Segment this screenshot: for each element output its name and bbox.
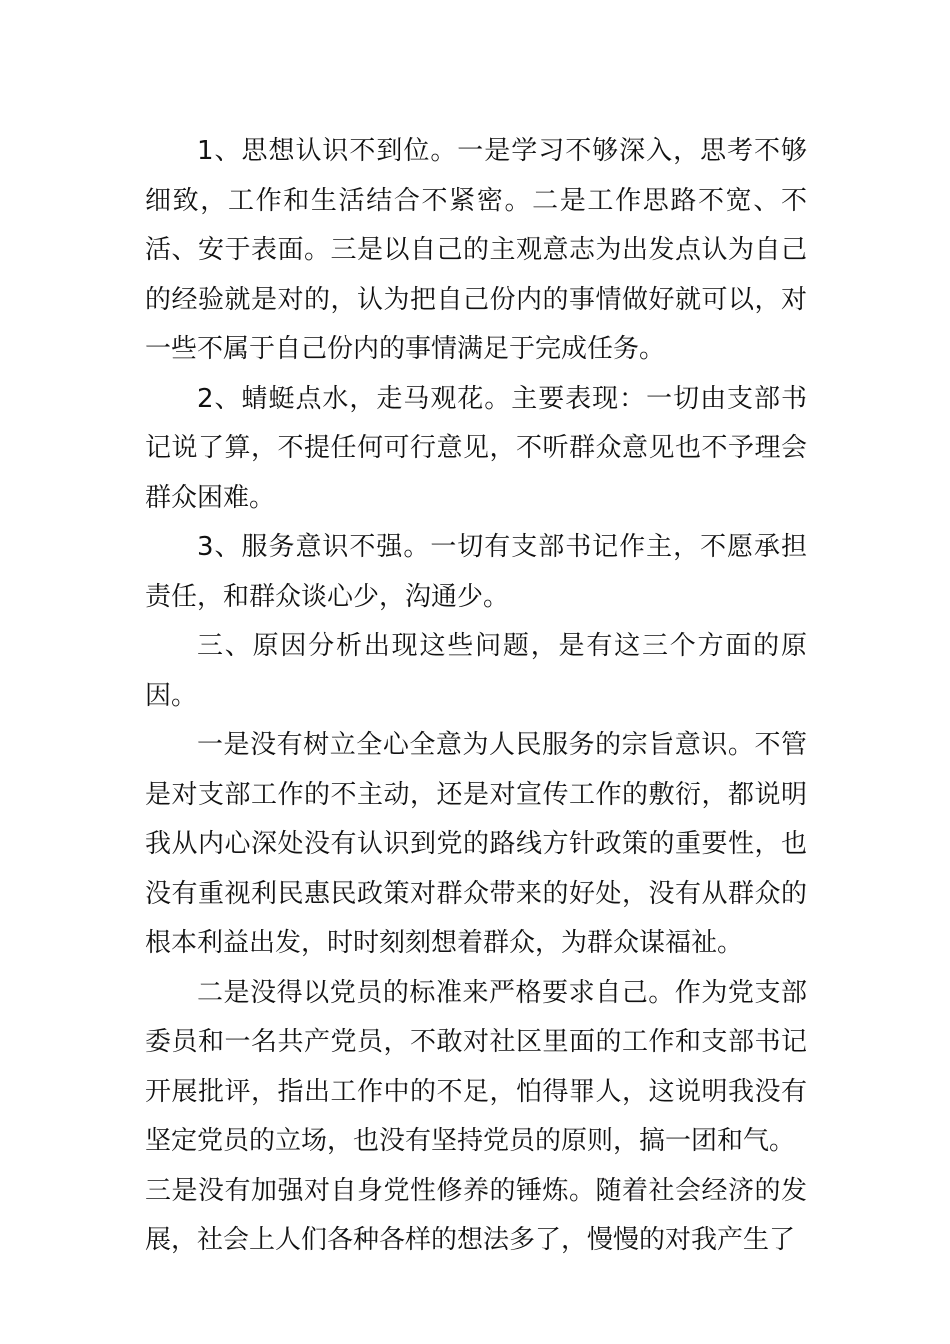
paragraph-cause-1: 一是没有树立全心全意为人民服务的宗旨意识。不管是对支部工作的不主动，还是对宣传工作的敷衍，都说明我从内心深处没有认识到党的路线方针政策的重要性，也没有重视利民惠民政策对群众带来的好处，没有从群众的根本利益出发，时时刻刻想着群众，为群众谋福祉。 [145, 730, 807, 958]
paragraph-issue-1: 1、思想认识不到位。一是学习不够深入，思考不够细致，工作和生活结合不紧密。二是工作思路不宽、不活、安于表面。三是以自己的主观意志为出发点认为自己的经验就是对的，认为把自己份内的事情做好就可以，对一些不属于自己份内的事情满足于完成任务。 [145, 136, 807, 364]
paragraph-cause-2: 二是没得以党员的标准来严格要求自己。作为党支部委员和一名共产党员，不敢对社区里面的工作和支部书记开展批评，指出工作中的不足，怕得罪人，这说明我没有坚定党员的立场，也没有坚持党员的原则，搞一团和气。 [145, 977, 807, 1156]
paragraph-issue-3: 3、服务意识不强。一切有支部书记作主，不愿承担责任，和群众谈心少，沟通少。 [145, 532, 807, 612]
paragraph-issue-2: 2、蜻蜓点水，走马观花。主要表现：一切由支部书记说了算，不提任何可行意见，不听群众意见也不予理会群众困难。 [145, 383, 807, 513]
section-heading-cause-analysis: 三、原因分析出现这些问题，是有这三个方面的原因。 [145, 631, 807, 711]
document-body [145, 127, 807, 1266]
paragraph-cause-3: 三是没有加强对自身党性修养的锤炼。随着社会经济的发展，社会上人们各种各样的想法多了，慢慢的对我产生了 [145, 1175, 807, 1255]
